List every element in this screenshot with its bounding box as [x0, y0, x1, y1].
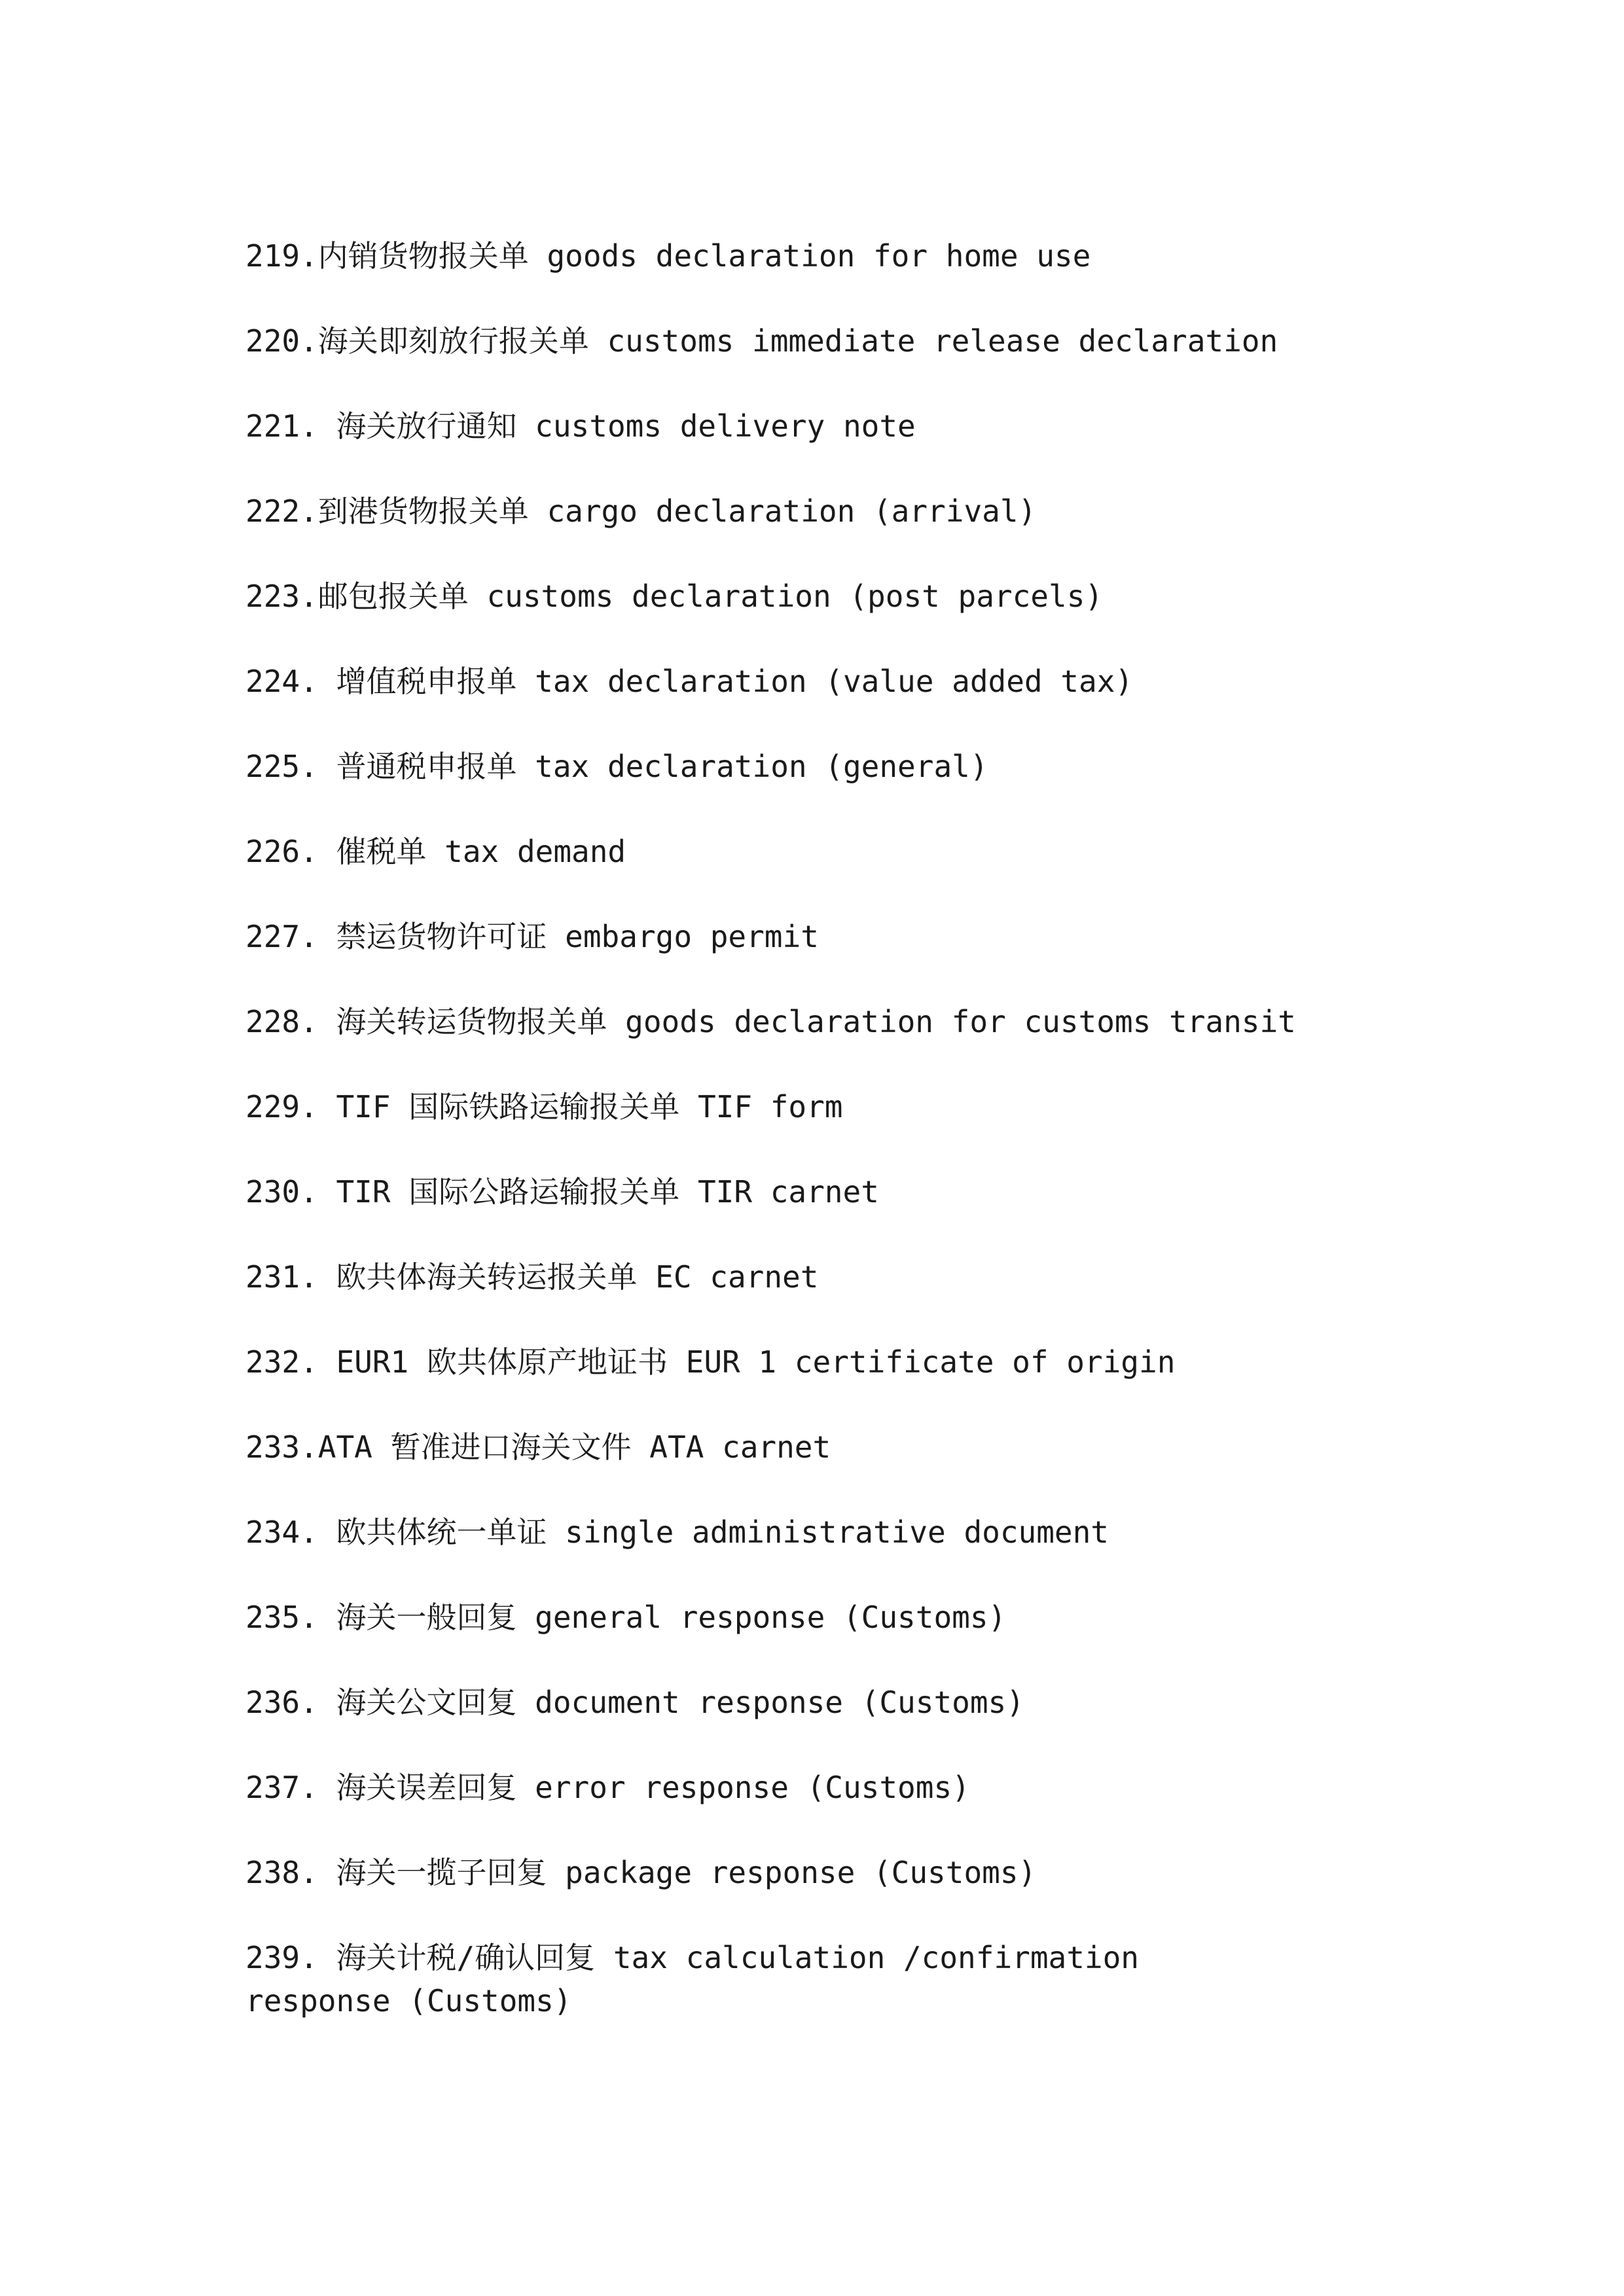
list-item: 238. 海关一揽子回复 package response (Customs) [245, 1855, 1037, 1890]
list-item: 221. 海关放行通知 customs delivery note [245, 408, 916, 444]
list-item: 222.到港货物报关单 cargo declaration (arrival) [245, 493, 1037, 529]
list-item: 239. 海关计税/确认回复 tax calculation /confirmation response (Customs) [245, 1940, 1139, 2018]
list-item: 228. 海关转运货物报关单 goods declaration for customs transit [245, 1004, 1296, 1039]
list-item: 237. 海关误差回复 error response (Customs) [245, 1770, 970, 1805]
list-item: 226. 催税单 tax demand [245, 834, 626, 869]
list-item: 227. 禁运货物许可证 embargo permit [245, 919, 819, 954]
list-item: 231. 欧共体海关转运报关单 EC carnet [245, 1259, 819, 1295]
glossary-list [245, 234, 1522, 2022]
list-item: 236. 海关公文回复 document response (Customs) [245, 1685, 1024, 1720]
list-item: 230. TIR 国际公路运输报关单 TIR carnet [245, 1174, 879, 1210]
list-item: 232. EUR1 欧共体原产地证书 EUR 1 certificate of origin [245, 1344, 1176, 1380]
list-item: 234. 欧共体统一单证 single administrative document [245, 1515, 1109, 1550]
list-item: 225. 普通税申报单 tax declaration (general) [245, 749, 988, 784]
list-item: 229. TIF 国际铁路运输报关单 TIF form [245, 1089, 843, 1124]
list-item: 219.内销货物报关单 goods declaration for home use [245, 238, 1091, 274]
list-item: 224. 增值税申报单 tax declaration (value added tax) [245, 664, 1134, 699]
list-item: 235. 海关一般回复 general response (Customs) [245, 1600, 1007, 1635]
list-item: 233.ATA 暂准进口海关文件 ATA carnet [245, 1429, 831, 1465]
list-item: 220.海关即刻放行报关单 customs immediate release declaration [245, 323, 1278, 359]
list-item: 223.邮包报关单 customs declaration (post parcels) [245, 579, 1104, 614]
